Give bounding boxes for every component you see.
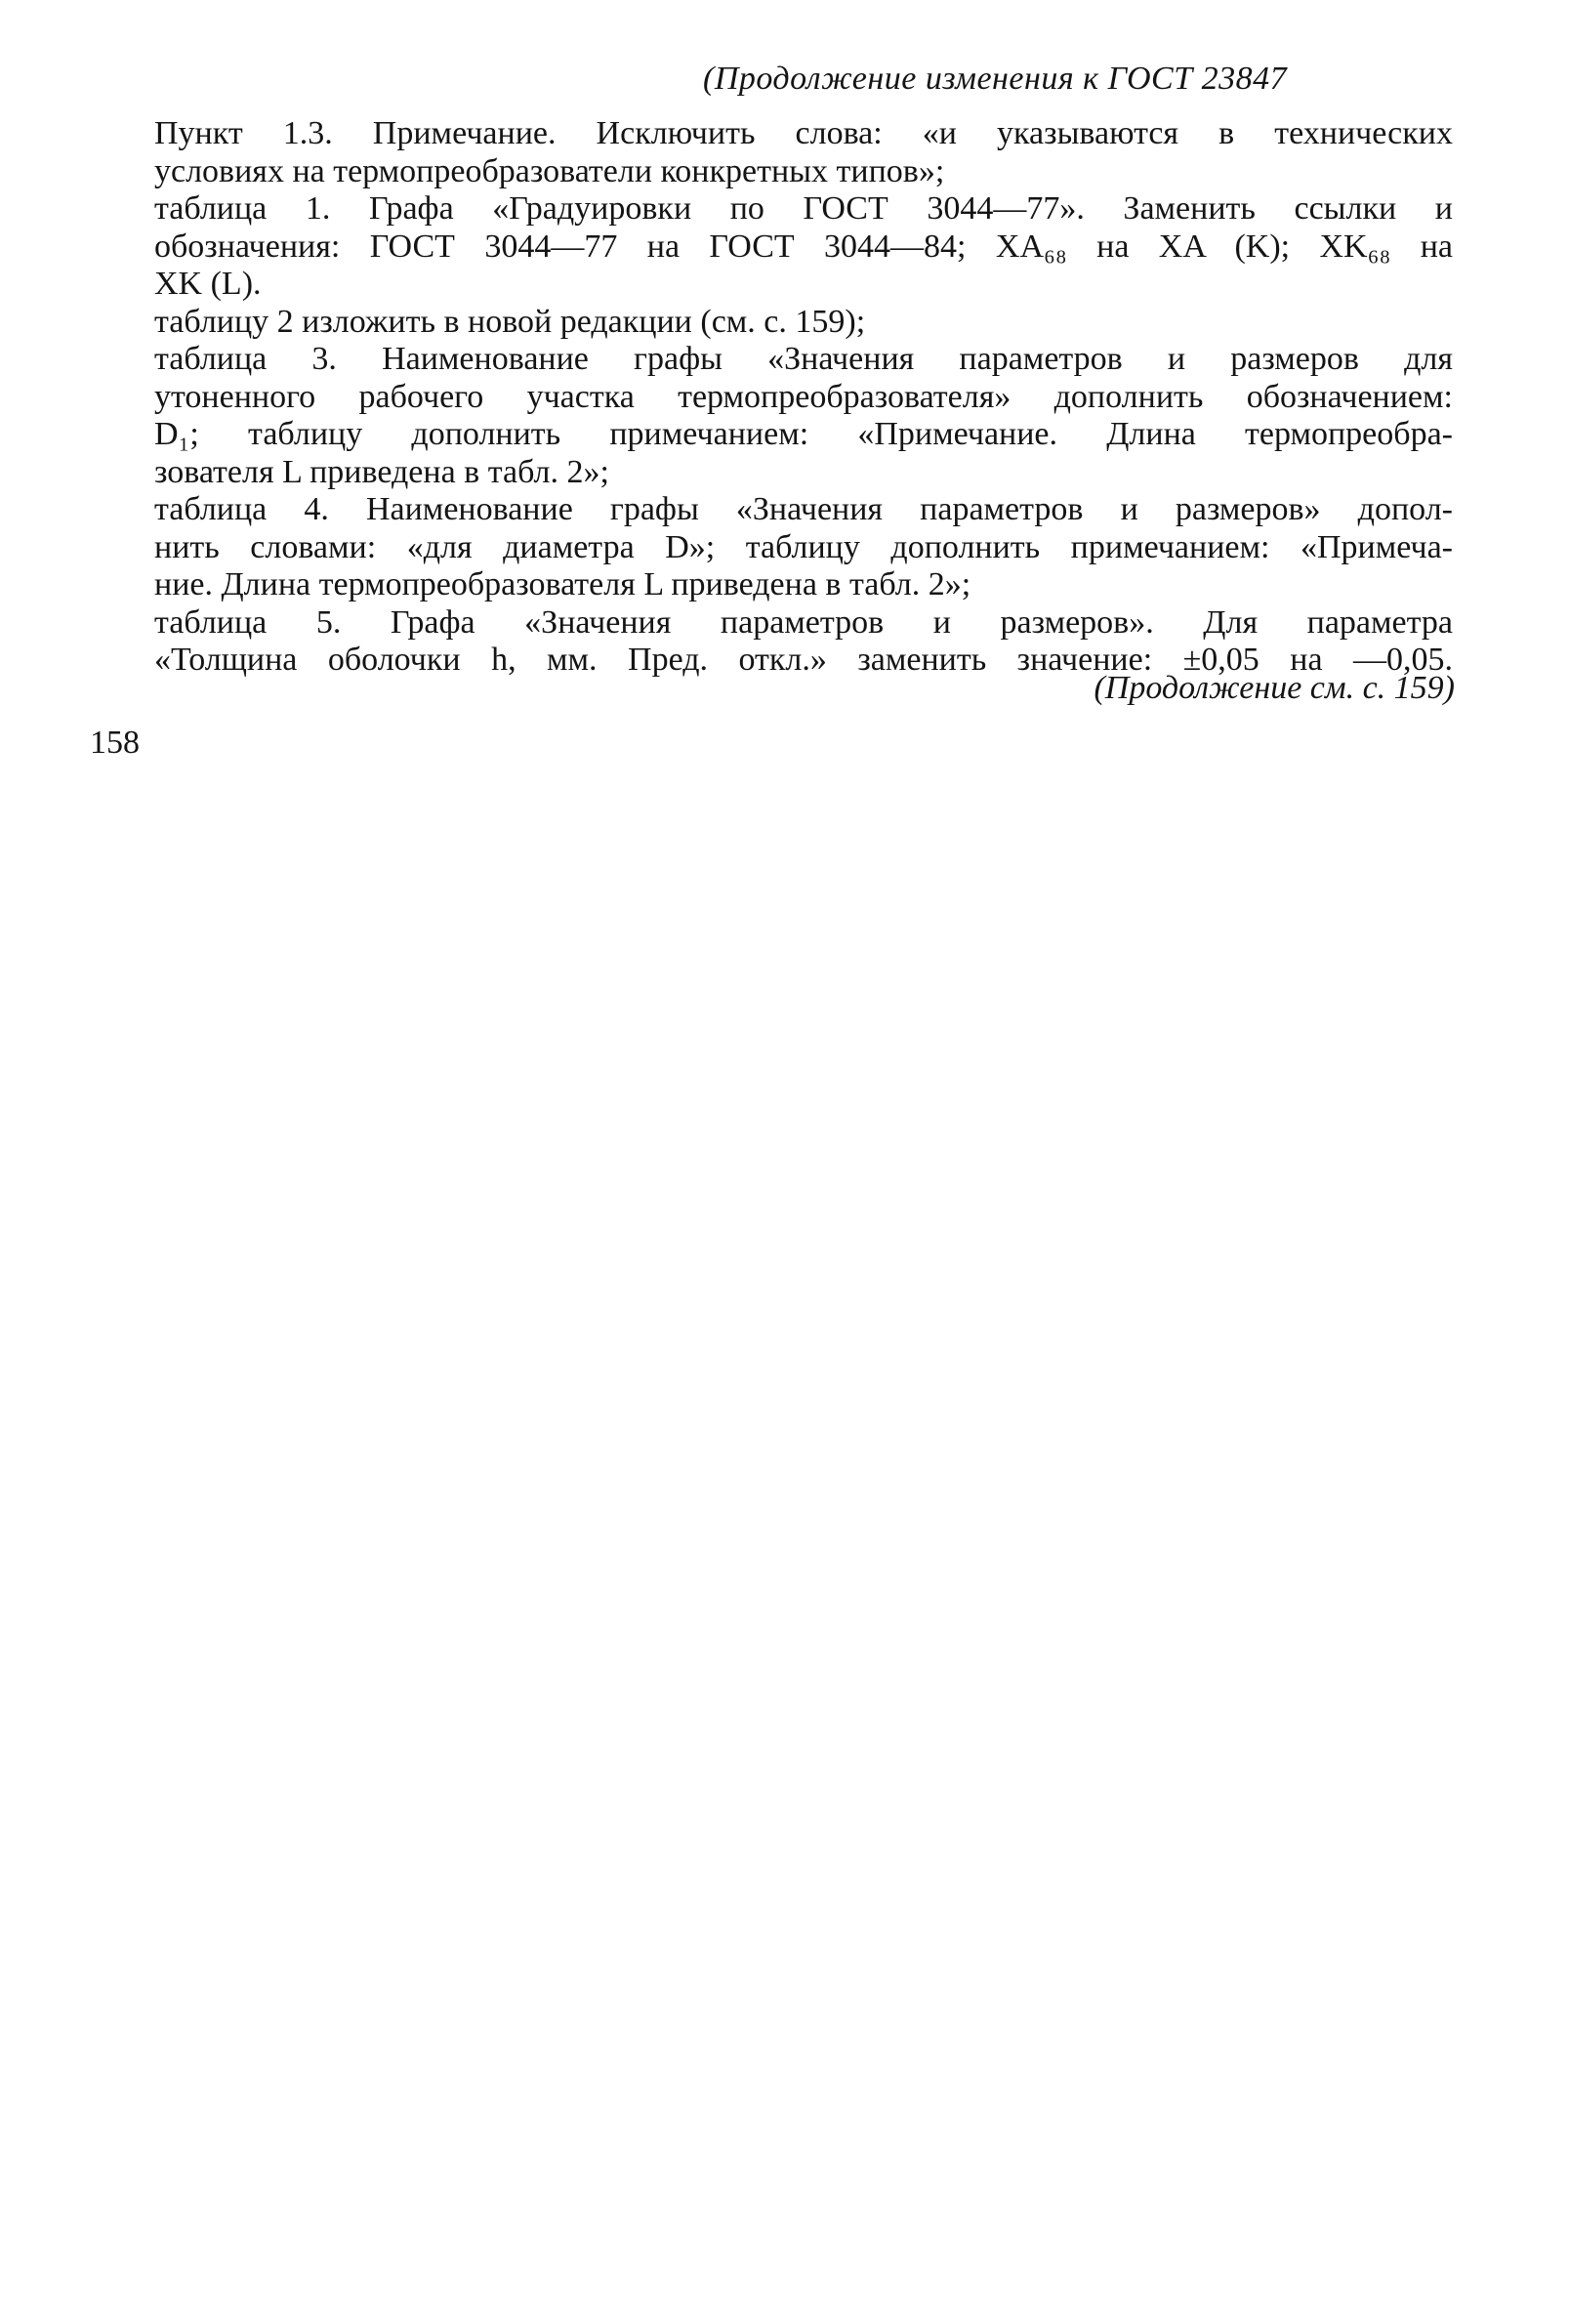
text-line: таблица 3. Наименование графы «Значения параметров и размеров для xyxy=(154,341,1453,377)
text-line: XK (L). xyxy=(154,266,262,302)
text-line: утоненного рабочего участка термопреобразователя» дополнить обозначением: xyxy=(154,378,1453,415)
text-line: зователя L приведена в табл. 2»; xyxy=(154,453,609,490)
text-line: условиях на термопреобразователи конкретных типов»; xyxy=(154,152,945,189)
text-line: таблица 5. Графа «Значения параметров и размеров». Для параметра xyxy=(154,603,1453,641)
text-line: нить словами: «для диаметра D»; таблицу дополнить примечанием: «Примеча- xyxy=(154,528,1453,565)
page-number: 158 xyxy=(90,725,140,761)
text-line: «Толщина оболочки h, мм. Пред. откл.» заменить значение: ±0,05 на —0,05. xyxy=(154,642,1453,678)
text-line: D₁; таблицу дополнить примечанием: «Примечание. Длина термопреобра- xyxy=(154,416,1453,452)
text-line: обозначения: ГОСТ 3044—77 на ГОСТ 3044—84; XA₆₈ на XA (K); XK₆₈ на xyxy=(154,228,1453,265)
amendment-text xyxy=(154,115,1453,680)
text-line: Пункт 1.3. Примечание. Исключить слова: «и указываются в технических xyxy=(154,115,1453,151)
text-line: таблица 1. Графа «Градуировки по ГОСТ 3044—77». Заменить ссылки и xyxy=(154,190,1453,227)
continuation-note: (Продолжение см. с. 159) xyxy=(1094,670,1455,706)
text-line: таблица 4. Наименование графы «Значения параметров и размеров» допол- xyxy=(154,491,1453,527)
text-line: таблицу 2 изложить в новой редакции (см. с. 159); xyxy=(154,303,866,340)
running-header: (Продолжение изменения к ГОСТ 23847 xyxy=(703,61,1288,97)
text-line: ние. Длина термопреобразователя L приведена в табл. 2»; xyxy=(154,566,971,602)
